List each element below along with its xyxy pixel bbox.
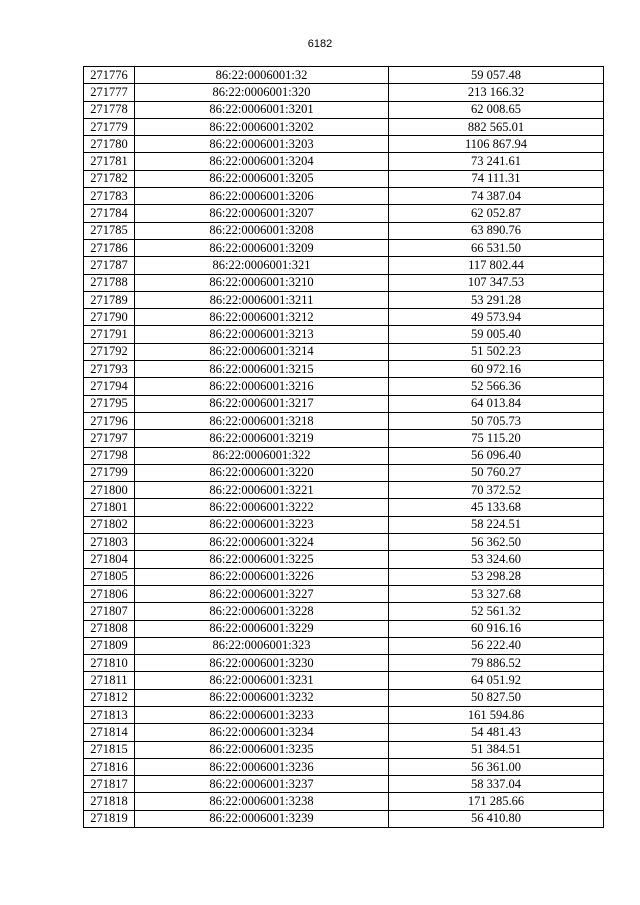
- table-row: [84, 603, 604, 620]
- cadastral-value-table: [83, 66, 604, 828]
- table-row: [84, 170, 604, 187]
- row-number-cell: 271801: [84, 499, 135, 516]
- cadastral-number-cell: 86:22:0006001:3214: [135, 343, 389, 360]
- table-row: [84, 758, 604, 775]
- row-number-cell: 271813: [84, 706, 135, 723]
- cadastral-value-cell: 60 916.16: [389, 620, 604, 637]
- cadastral-value-cell: 56 096.40: [389, 447, 604, 464]
- row-number-cell: 271807: [84, 603, 135, 620]
- table-row: [84, 136, 604, 153]
- row-number-cell: 271787: [84, 257, 135, 274]
- row-number-cell: 271779: [84, 118, 135, 135]
- table-row: [84, 274, 604, 291]
- row-number-cell: 271815: [84, 741, 135, 758]
- cadastral-number-cell: 86:22:0006001:321: [135, 257, 389, 274]
- cadastral-value-cell: 213 166.32: [389, 84, 604, 101]
- table-row: [84, 620, 604, 637]
- row-number-cell: 271796: [84, 412, 135, 429]
- table-row: [84, 482, 604, 499]
- cadastral-number-cell: 86:22:0006001:3230: [135, 655, 389, 672]
- cadastral-number-cell: 86:22:0006001:3224: [135, 534, 389, 551]
- table-row: [84, 430, 604, 447]
- cadastral-value-cell: 50 705.73: [389, 412, 604, 429]
- table-row: [84, 672, 604, 689]
- cadastral-number-cell: 86:22:0006001:3232: [135, 689, 389, 706]
- cadastral-number-cell: 86:22:0006001:3209: [135, 239, 389, 256]
- row-number-cell: 271804: [84, 551, 135, 568]
- cadastral-value-cell: 59 005.40: [389, 326, 604, 343]
- table-row: [84, 464, 604, 481]
- table-row: [84, 568, 604, 585]
- table-row: [84, 412, 604, 429]
- cadastral-number-cell: 86:22:0006001:3228: [135, 603, 389, 620]
- row-number-cell: 271810: [84, 655, 135, 672]
- cadastral-number-cell: 86:22:0006001:3238: [135, 793, 389, 810]
- table-row: [84, 188, 604, 205]
- row-number-cell: 271781: [84, 153, 135, 170]
- table-row: [84, 239, 604, 256]
- cadastral-value-cell: 52 566.36: [389, 378, 604, 395]
- cadastral-number-cell: 86:22:0006001:3212: [135, 309, 389, 326]
- table-row: [84, 222, 604, 239]
- cadastral-number-cell: 86:22:0006001:3207: [135, 205, 389, 222]
- cadastral-number-cell: 86:22:0006001:32: [135, 67, 389, 84]
- table-row: [84, 153, 604, 170]
- row-number-cell: 271806: [84, 585, 135, 602]
- cadastral-value-cell: 53 327.68: [389, 585, 604, 602]
- table-row: [84, 793, 604, 810]
- page-number: 6182: [307, 38, 333, 50]
- cadastral-number-cell: 86:22:0006001:3211: [135, 291, 389, 308]
- cadastral-value-cell: 64 013.84: [389, 395, 604, 412]
- cadastral-value-cell: 58 337.04: [389, 776, 604, 793]
- table-row: [84, 499, 604, 516]
- row-number-cell: 271789: [84, 291, 135, 308]
- table-row: [84, 724, 604, 741]
- table-row: [84, 447, 604, 464]
- table-row: [84, 118, 604, 135]
- cadastral-value-cell: 62 052.87: [389, 205, 604, 222]
- cadastral-number-cell: 86:22:0006001:320: [135, 84, 389, 101]
- cadastral-value-cell: 74 387.04: [389, 188, 604, 205]
- cadastral-value-cell: 73 241.61: [389, 153, 604, 170]
- cadastral-value-cell: 52 561.32: [389, 603, 604, 620]
- cadastral-number-cell: 86:22:0006001:3225: [135, 551, 389, 568]
- row-number-cell: 271786: [84, 239, 135, 256]
- row-number-cell: 271780: [84, 136, 135, 153]
- cadastral-number-cell: 86:22:0006001:3220: [135, 464, 389, 481]
- cadastral-number-cell: 86:22:0006001:3236: [135, 758, 389, 775]
- row-number-cell: 271812: [84, 689, 135, 706]
- table-row: [84, 361, 604, 378]
- cadastral-value-cell: 53 324.60: [389, 551, 604, 568]
- table-row: [84, 551, 604, 568]
- cadastral-value-cell: 171 285.66: [389, 793, 604, 810]
- cadastral-value-cell: 117 802.44: [389, 257, 604, 274]
- cadastral-number-cell: 86:22:0006001:3237: [135, 776, 389, 793]
- table-row: [84, 516, 604, 533]
- cadastral-value-cell: 882 565.01: [389, 118, 604, 135]
- row-number-cell: 271777: [84, 84, 135, 101]
- cadastral-value-cell: 56 222.40: [389, 637, 604, 654]
- cadastral-value-cell: 60 972.16: [389, 361, 604, 378]
- cadastral-value-cell: 58 224.51: [389, 516, 604, 533]
- cadastral-value-cell: 56 410.80: [389, 810, 604, 827]
- cadastral-number-cell: 86:22:0006001:3202: [135, 118, 389, 135]
- row-number-cell: 271788: [84, 274, 135, 291]
- row-number-cell: 271817: [84, 776, 135, 793]
- cadastral-number-cell: 86:22:0006001:3239: [135, 810, 389, 827]
- row-number-cell: 271819: [84, 810, 135, 827]
- cadastral-value-cell: 49 573.94: [389, 309, 604, 326]
- row-number-cell: 271800: [84, 482, 135, 499]
- cadastral-value-cell: 59 057.48: [389, 67, 604, 84]
- table-row: [84, 395, 604, 412]
- cadastral-value-cell: 50 760.27: [389, 464, 604, 481]
- table-row: [84, 101, 604, 118]
- cadastral-number-cell: 86:22:0006001:3229: [135, 620, 389, 637]
- cadastral-number-cell: 86:22:0006001:3231: [135, 672, 389, 689]
- row-number-cell: 271798: [84, 447, 135, 464]
- row-number-cell: 271782: [84, 170, 135, 187]
- cadastral-value-cell: 62 008.65: [389, 101, 604, 118]
- table-row: [84, 637, 604, 654]
- cadastral-number-cell: 86:22:0006001:3226: [135, 568, 389, 585]
- row-number-cell: 271805: [84, 568, 135, 585]
- cadastral-number-cell: 86:22:0006001:3219: [135, 430, 389, 447]
- row-number-cell: 271791: [84, 326, 135, 343]
- table-row: [84, 205, 604, 222]
- table-row: [84, 585, 604, 602]
- table-body: [84, 67, 604, 828]
- cadastral-value-cell: 79 886.52: [389, 655, 604, 672]
- row-number-cell: 271816: [84, 758, 135, 775]
- cadastral-number-cell: 86:22:0006001:3213: [135, 326, 389, 343]
- cadastral-value-cell: 51 502.23: [389, 343, 604, 360]
- table-row: [84, 655, 604, 672]
- cadastral-number-cell: 86:22:0006001:3217: [135, 395, 389, 412]
- row-number-cell: 271785: [84, 222, 135, 239]
- cadastral-number-cell: 86:22:0006001:3222: [135, 499, 389, 516]
- cadastral-value-cell: 45 133.68: [389, 499, 604, 516]
- cadastral-value-cell: 64 051.92: [389, 672, 604, 689]
- cadastral-number-cell: 86:22:0006001:3208: [135, 222, 389, 239]
- cadastral-value-cell: 50 827.50: [389, 689, 604, 706]
- row-number-cell: 271818: [84, 793, 135, 810]
- cadastral-value-cell: 53 298.28: [389, 568, 604, 585]
- table-row: [84, 741, 604, 758]
- cadastral-number-cell: 86:22:0006001:3210: [135, 274, 389, 291]
- cadastral-value-cell: 51 384.51: [389, 741, 604, 758]
- row-number-cell: 271797: [84, 430, 135, 447]
- cadastral-value-cell: 63 890.76: [389, 222, 604, 239]
- row-number-cell: 271814: [84, 724, 135, 741]
- cadastral-value-cell: 53 291.28: [389, 291, 604, 308]
- row-number-cell: 271793: [84, 361, 135, 378]
- cadastral-number-cell: 86:22:0006001:3205: [135, 170, 389, 187]
- cadastral-number-cell: 86:22:0006001:3215: [135, 361, 389, 378]
- cadastral-number-cell: 86:22:0006001:3227: [135, 585, 389, 602]
- table-row: [84, 378, 604, 395]
- cadastral-value-cell: 66 531.50: [389, 239, 604, 256]
- cadastral-number-cell: 86:22:0006001:322: [135, 447, 389, 464]
- cadastral-number-cell: 86:22:0006001:3216: [135, 378, 389, 395]
- cadastral-value-cell: 107 347.53: [389, 274, 604, 291]
- cadastral-number-cell: 86:22:0006001:3223: [135, 516, 389, 533]
- table-row: [84, 326, 604, 343]
- row-number-cell: 271784: [84, 205, 135, 222]
- cadastral-value-cell: 56 362.50: [389, 534, 604, 551]
- table-row: [84, 309, 604, 326]
- cadastral-number-cell: 86:22:0006001:3206: [135, 188, 389, 205]
- cadastral-value-cell: 74 111.31: [389, 170, 604, 187]
- table-row: [84, 776, 604, 793]
- cadastral-value-cell: 1106 867.94: [389, 136, 604, 153]
- row-number-cell: 271795: [84, 395, 135, 412]
- table-row: [84, 810, 604, 827]
- row-number-cell: 271794: [84, 378, 135, 395]
- cadastral-number-cell: 86:22:0006001:3233: [135, 706, 389, 723]
- row-number-cell: 271790: [84, 309, 135, 326]
- cadastral-number-cell: 86:22:0006001:3218: [135, 412, 389, 429]
- table-row: [84, 257, 604, 274]
- row-number-cell: 271776: [84, 67, 135, 84]
- table-row: [84, 706, 604, 723]
- table-row: [84, 291, 604, 308]
- table-row: [84, 67, 604, 84]
- cadastral-number-cell: 86:22:0006001:3234: [135, 724, 389, 741]
- cadastral-value-cell: 161 594.86: [389, 706, 604, 723]
- cadastral-number-cell: 86:22:0006001:3204: [135, 153, 389, 170]
- row-number-cell: 271802: [84, 516, 135, 533]
- cadastral-number-cell: 86:22:0006001:3201: [135, 101, 389, 118]
- cadastral-value-cell: 56 361.00: [389, 758, 604, 775]
- table-row: [84, 534, 604, 551]
- table-row: [84, 343, 604, 360]
- row-number-cell: 271803: [84, 534, 135, 551]
- cadastral-number-cell: 86:22:0006001:3221: [135, 482, 389, 499]
- table-row: [84, 689, 604, 706]
- table-row: [84, 84, 604, 101]
- row-number-cell: 271783: [84, 188, 135, 205]
- row-number-cell: 271778: [84, 101, 135, 118]
- row-number-cell: 271811: [84, 672, 135, 689]
- cadastral-number-cell: 86:22:0006001:3235: [135, 741, 389, 758]
- cadastral-number-cell: 86:22:0006001:323: [135, 637, 389, 654]
- row-number-cell: 271799: [84, 464, 135, 481]
- cadastral-number-cell: 86:22:0006001:3203: [135, 136, 389, 153]
- cadastral-value-cell: 70 372.52: [389, 482, 604, 499]
- row-number-cell: 271809: [84, 637, 135, 654]
- row-number-cell: 271808: [84, 620, 135, 637]
- cadastral-value-cell: 75 115.20: [389, 430, 604, 447]
- row-number-cell: 271792: [84, 343, 135, 360]
- cadastral-value-cell: 54 481.43: [389, 724, 604, 741]
